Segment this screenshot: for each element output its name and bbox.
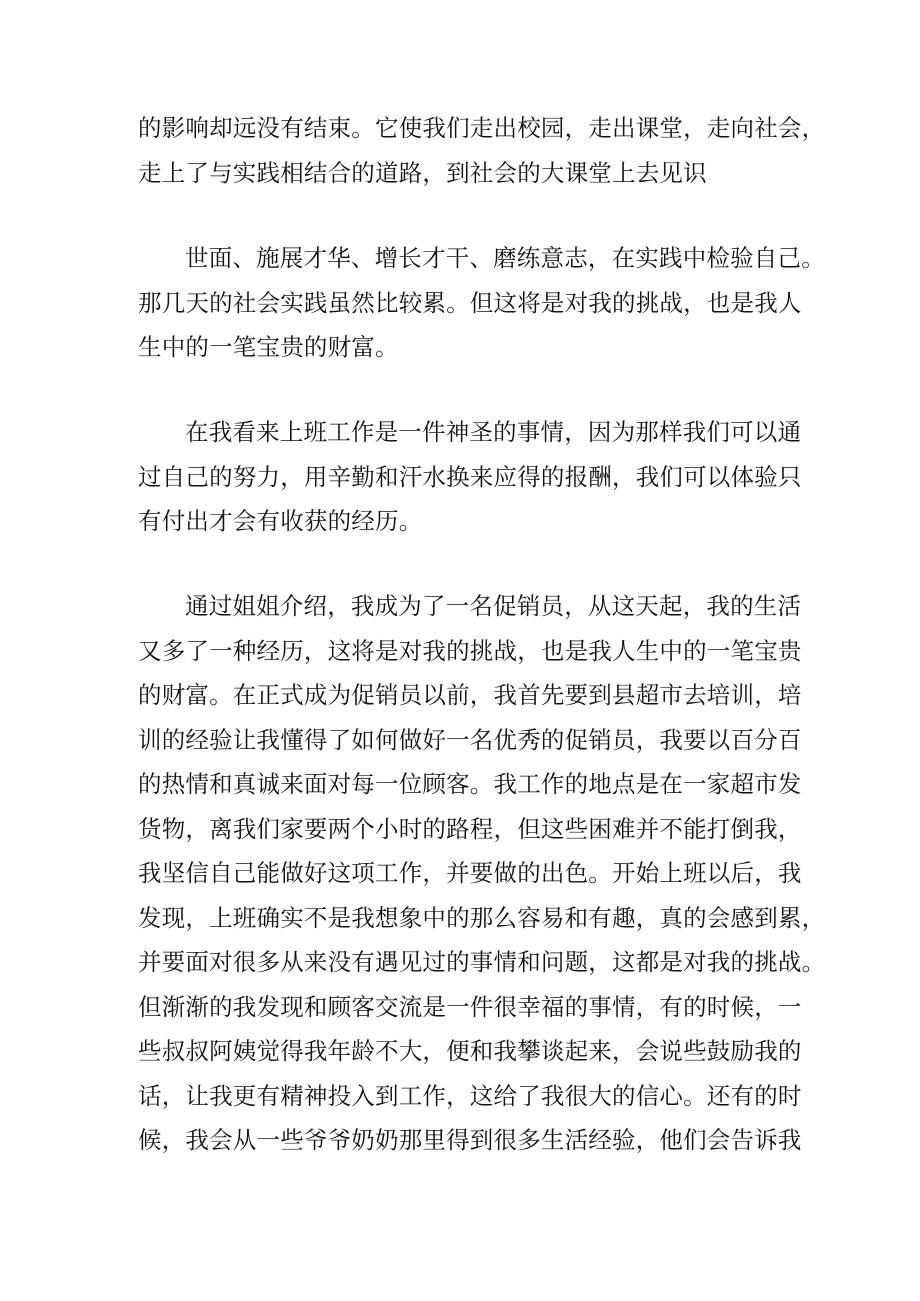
paragraph-1 (138, 106, 826, 195)
text-line: 那几天的社会实践虽然比较累。但这将是对我的挑战，也是我人 (138, 288, 802, 317)
text-line: 训的经验让我懂得了如何做好一名优秀的促销员，我要以百分百 (138, 725, 802, 754)
paragraph-3 (138, 410, 802, 544)
text-line: 候，我会从一些爷爷奶奶那里得到很多生活经验，他们会告诉我 (138, 1126, 802, 1154)
text-line: 我坚信自己能做好这项工作，并要做的出色。开始上班以后，我 (138, 859, 802, 887)
text-line: 通过姐姐介绍，我成为了一名促销员，从这天起，我的生活 (185, 592, 802, 620)
text-line: 的财富。在正式成为促销员以前，我首先要到县超市去培训，培 (138, 681, 802, 709)
text-line: 货物，离我们家要两个小时的路程，但这些困难并不能打倒我， (138, 814, 802, 843)
text-line: 并要面对很多从来没有遇见过的事情和问题，这都是对我的挑战。 (138, 948, 826, 976)
text-line: 过自己的努力，用辛勤和汗水换来应得的报酬，我们可以体验只 (138, 462, 802, 491)
text-line: 些叔叔阿姨觉得我年龄不大，便和我攀谈起来，会说些鼓励我的 (138, 1037, 802, 1065)
text-line: 走上了与实践相结合的道路，到社会的大课堂上去见识 (138, 158, 707, 187)
text-line: 又多了一种经历，这将是对我的挑战，也是我人生中的一笔宝贵 (138, 636, 802, 665)
text-line: 在我看来上班工作是一件神圣的事情，因为那样我们可以通 (185, 418, 802, 446)
text-line: 世面、施展才华、增长才干、磨练意志，在实践中检验自己。 (185, 244, 825, 272)
text-line: 的热情和真诚来面对每一位顾客。我工作的地点是在一家超市发 (138, 770, 802, 798)
text-line: 有付出才会有收获的经历。 (138, 507, 423, 535)
text-line: 生中的一笔宝贵的财富。 (138, 333, 399, 361)
text-line: 发现，上班确实不是我想象中的那么容易和有趣，真的会感到累， (138, 903, 826, 932)
text-line: 的影响却远没有结束。它使我们走出校园，走出课堂，走向社会， (138, 114, 826, 142)
paragraph-4 (138, 584, 826, 1163)
text-line: 但渐渐的我发现和顾客交流是一件很幸福的事情，有的时候，一 (138, 992, 802, 1021)
paragraph-2 (138, 236, 825, 370)
text-line: 话，让我更有精神投入到工作，这给了我很大的信心。还有的时 (138, 1081, 802, 1110)
